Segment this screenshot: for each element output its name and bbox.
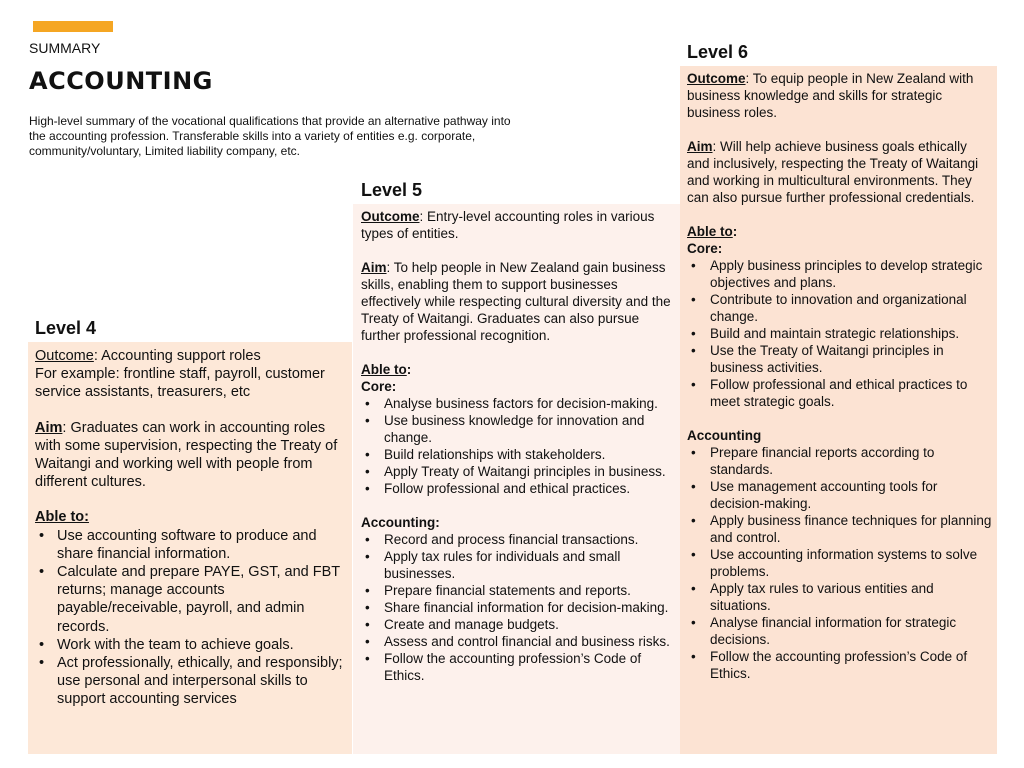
level6-outcome-text: : To equip people in New Zealand with business knowledge and skills for strategic business roles.: [687, 71, 974, 120]
level6-core-list: [687, 257, 993, 410]
list-item: • Share financial information for decision-making.: [361, 599, 676, 616]
level6-accounting-label: Accounting: [687, 428, 762, 443]
level5-accounting-label: Accounting:: [361, 515, 440, 530]
level5-able-label: Able to: [361, 362, 407, 377]
list-item: • Use accounting software to produce and share financial information.: [35, 527, 348, 563]
level4-able-list: [35, 527, 348, 709]
level5-outcome-label: Outcome: [361, 209, 420, 224]
list-item: • Follow the accounting profession’s Code of Ethics.: [687, 648, 993, 682]
level6-aim-text: : Will help achieve business goals ethically and inclusively, respecting the Treaty of Waitangi and working in multicultural environments. They can also pursue further professional credentials.: [687, 139, 979, 205]
level5-panel: [353, 204, 680, 754]
summary-label: SUMMARY: [29, 40, 101, 56]
list-item: • Assess and control financial and business risks.: [361, 633, 676, 650]
level5-able-colon: :: [406, 362, 412, 377]
list-item: • Use business knowledge for innovation and change.: [361, 412, 676, 446]
list-item: • Follow professional and ethical practices to meet strategic goals.: [687, 376, 993, 410]
list-item: • Use management accounting tools for decision-making.: [687, 478, 993, 512]
list-item: • Create and manage budgets.: [361, 616, 676, 633]
level4-heading: Level 4: [35, 318, 97, 338]
level6-outcome: [687, 70, 993, 121]
list-item: • Build and maintain strategic relationships.: [687, 325, 993, 342]
list-item: • Record and process financial transactions.: [361, 531, 676, 548]
level4-aim-label: Aim: [35, 419, 63, 436]
level5-able: [361, 361, 676, 378]
list-item: • Work with the team to achieve goals.: [35, 636, 348, 654]
level4-able-label: Able to:: [35, 509, 89, 526]
list-item: • Apply tax rules for individuals and small businesses.: [361, 548, 676, 582]
list-item: • Follow professional and ethical practices.: [361, 480, 676, 497]
level4-outcome-example: For example: frontline staff, payroll, customer service assistants, treasurers, etc: [35, 366, 325, 401]
list-item: • Analyse financial information for strategic decisions.: [687, 614, 993, 648]
level5-accounting-list: [361, 531, 676, 684]
list-item: • Prepare financial reports according to standards.: [687, 444, 993, 478]
list-item: • Analyse business factors for decision-making.: [361, 395, 676, 412]
level4-panel: [28, 342, 352, 754]
level5-aim: [361, 259, 676, 344]
list-item: • Prepare financial statements and reports.: [361, 582, 676, 599]
list-item: • Apply business principles to develop strategic objectives and plans.: [687, 257, 993, 291]
level5-aim-text: : To help people in New Zealand gain business skills, enabling them to support businesses effectively while respecting cultural diversity and the Treaty of Waitangi. Graduates can also pursue further professional recognition.: [361, 260, 671, 343]
level6-panel: [680, 66, 997, 754]
list-item: • Follow the accounting profession’s Code of Ethics.: [361, 650, 676, 684]
level4-outcome-label: Outcome: [35, 348, 94, 364]
level6-able-colon: :: [732, 224, 738, 239]
list-item: • Apply business finance techniques for planning and control.: [687, 512, 993, 546]
list-item: • Contribute to innovation and organizational change.: [687, 291, 993, 325]
level5-outcome-text: : Entry-level accounting roles in various types of entities.: [361, 209, 655, 241]
level4-aim: [35, 419, 348, 492]
level4-outcome: [35, 347, 348, 365]
level5-outcome: [361, 208, 676, 242]
list-item: • Use accounting information systems to solve problems.: [687, 546, 993, 580]
level6-heading: Level 6: [687, 42, 749, 62]
level6-able: [687, 223, 993, 240]
list-item: • Use the Treaty of Waitangi principles in business activities.: [687, 342, 993, 376]
level5-core-label: Core:: [361, 379, 397, 394]
level5-core-list: [361, 395, 676, 497]
list-item: • Apply tax rules to various entities and situations.: [687, 580, 993, 614]
list-item: • Calculate and prepare PAYE, GST, and FBT returns; manage accounts payable/receivable, payroll, and admin records.: [35, 563, 348, 636]
level5-aim-label: Aim: [361, 260, 387, 275]
list-item: • Build relationships with stakeholders.: [361, 446, 676, 463]
level6-core-label: Core:: [687, 241, 723, 256]
level6-accounting-list: [687, 444, 993, 682]
level6-outcome-label: Outcome: [687, 71, 746, 86]
level6-able-label: Able to: [687, 224, 733, 239]
level6-aim: [687, 138, 993, 206]
list-item: • Apply Treaty of Waitangi principles in business.: [361, 463, 676, 480]
level6-aim-label: Aim: [687, 139, 713, 154]
level5-heading: Level 5: [361, 180, 423, 200]
page-description: High-level summary of the vocational qualifications that provide an alternative pathway into the accounting profession. Transferable skills into a variety of entities e.g. corporate, community/voluntary, Limited liability company, etc.: [29, 114, 511, 158]
level4-aim-text: : Graduates can work in accounting roles with some supervision, respecting the Treaty of Waitangi and working well with people from different cultures.: [35, 419, 338, 491]
list-item: • Act professionally, ethically, and responsibly; use personal and interpersonal skills to support accounting services: [35, 654, 348, 709]
level4-outcome-text: : Accounting support roles: [93, 348, 261, 364]
page-title: ACCOUNTING: [29, 67, 213, 95]
accent-bar: [33, 21, 113, 32]
